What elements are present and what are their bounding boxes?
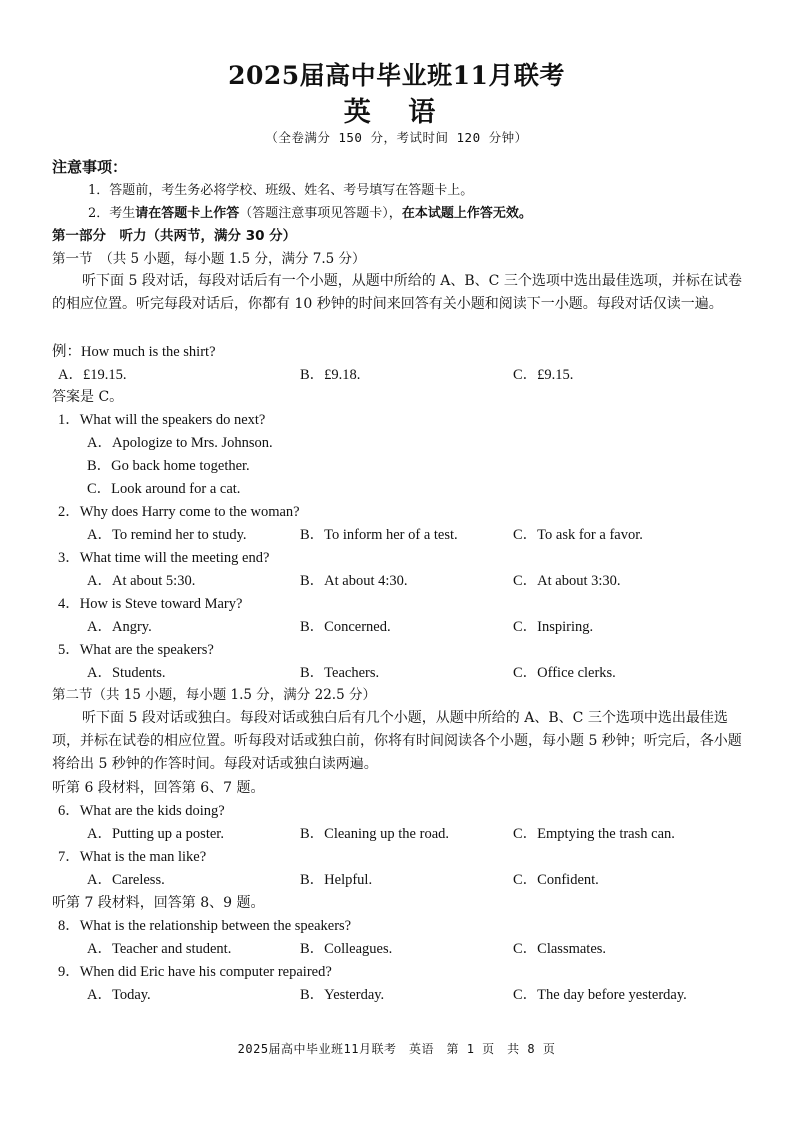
example-answer: 答案是 C。 (52, 389, 124, 405)
question-6-option-a: A．Putting up a poster. (87, 826, 224, 842)
question-5-option-b: B．Teachers. (300, 665, 380, 681)
question-8-option-c: C．Classmates. (513, 941, 607, 957)
example-option-a: A．£19.15. (58, 367, 127, 383)
question-9-option-a: A．Today. (87, 987, 151, 1003)
question-4-option-a: A．Angry. (87, 619, 152, 635)
section2-instructions: 听下面 5 段对话或独白。每段对话或独白后有几个小题，从题中所给的 A、B、C 三个选项中选出最佳选项，并标在试卷的相应位置。听每段对话或独白前，你将有时间阅读各个小题，每小题 5 秒钟；听完后，各小题将给出 5 秒钟的作答时间。每段对话或独白读两遍。 (52, 710, 742, 772)
question-1-option-a: A．Apologize to Mrs. Johnson. (87, 435, 273, 451)
question-9: 9．When did Eric have his computer repaired? (58, 964, 332, 980)
notice-item-2-bold-2: 在本试题上作答无效。 (401, 206, 532, 221)
section1-instructions: 听下面 5 段对话，每段对话后有一个小题，从题中所给的 A、B、C 三个选项中选出最佳选项，并标在试卷的相应位置。听完每段对话后，你都有 10 秒钟的时间来回答有关小题和阅读下一小题。每段对话仅读一遍。 (52, 273, 742, 312)
question-9-option-c: C．The day before yesterday. (513, 987, 687, 1003)
question-5: 5．What are the speakers? (58, 642, 214, 658)
question-3: 3．What time will the meeting end? (58, 550, 270, 566)
question-6-option-c: C．Emptying the trash can. (513, 826, 675, 842)
notice-heading: 注意事项： (52, 158, 128, 176)
notice-item-2-bold-1: 请在答题卡上作答 (135, 206, 240, 221)
question-2-option-a: A．To remind her to study. (87, 527, 247, 543)
notice-item-2-mid: （答题注意事项见答题卡）， (239, 206, 402, 221)
question-6: 6．What are the kids doing? (58, 803, 225, 819)
question-2: 2．Why does Harry come to the woman? (58, 504, 300, 520)
example-question: 例：How much is the shirt? (52, 344, 216, 360)
question-5-option-c: C．Office clerks. (513, 665, 616, 681)
question-4-option-b: B．Concerned. (300, 619, 391, 635)
material-6-instruction: 听第 6 段材料，回答第 6、7 题。 (52, 780, 265, 796)
section1-heading: 第一节 （共 5 小题，每小题 1.5 分，满分 7.5 分） (52, 251, 366, 267)
subject-title: 英 语 (343, 97, 450, 128)
question-3-option-c: C．At about 3:30. (513, 573, 621, 589)
question-7-option-c: C．Confident. (513, 872, 599, 888)
question-1-option-c: C．Look around for a cat. (87, 481, 241, 497)
question-2-option-b: B．To inform her of a test. (300, 527, 458, 543)
question-8-option-a: A．Teacher and student. (87, 941, 232, 957)
question-1-option-b: B．Go back home together. (87, 458, 250, 474)
question-8: 8．What is the relationship between the speakers? (58, 918, 352, 934)
question-9-option-b: B．Yesterday. (300, 987, 385, 1003)
question-5-option-a: A．Students. (87, 665, 166, 681)
question-4-option-c: C．Inspiring. (513, 619, 594, 635)
example-option-b: B．£9.18. (300, 367, 361, 383)
question-2-option-c: C．To ask for a favor. (513, 527, 643, 543)
question-4: 4．How is Steve toward Mary? (58, 596, 243, 612)
exam-title: 2025届高中毕业班11月联考 (228, 61, 565, 90)
example-option-c: C．£9.15. (513, 367, 574, 383)
part1-heading: 第一部分 听力（共两节，满分 30 分） (52, 228, 297, 244)
page-footer: 2025届高中毕业班11月联考 英语 第 1 页 共 8 页 (237, 1042, 556, 1056)
notice-item-1: 1．答题前，考生务必将学校、班级、姓名、考号填写在答题卡上。 (88, 183, 474, 198)
question-7-option-b: B．Helpful. (300, 872, 373, 888)
question-3-option-b: B．At about 4:30. (300, 573, 408, 589)
exam-note: （全卷满分 150 分，考试时间 120 分钟） (265, 130, 528, 145)
question-7-option-a: A．Careless. (87, 872, 165, 888)
question-1: 1．What will the speakers do next? (58, 412, 266, 428)
question-3-option-a: A．At about 5:30. (87, 573, 196, 589)
question-7: 7．What is the man like? (58, 849, 207, 865)
notice-item-2-prefix: 2．考生 (88, 206, 136, 221)
material-7-instruction: 听第 7 段材料，回答第 8、9 题。 (52, 895, 265, 911)
question-6-option-b: B．Cleaning up the road. (300, 826, 450, 842)
notice-item-2 (88, 204, 532, 224)
question-8-option-b: B．Colleagues. (300, 941, 393, 957)
section2-heading: 第二节（共 15 小题，每小题 1.5 分，满分 22.5 分） (52, 687, 376, 703)
